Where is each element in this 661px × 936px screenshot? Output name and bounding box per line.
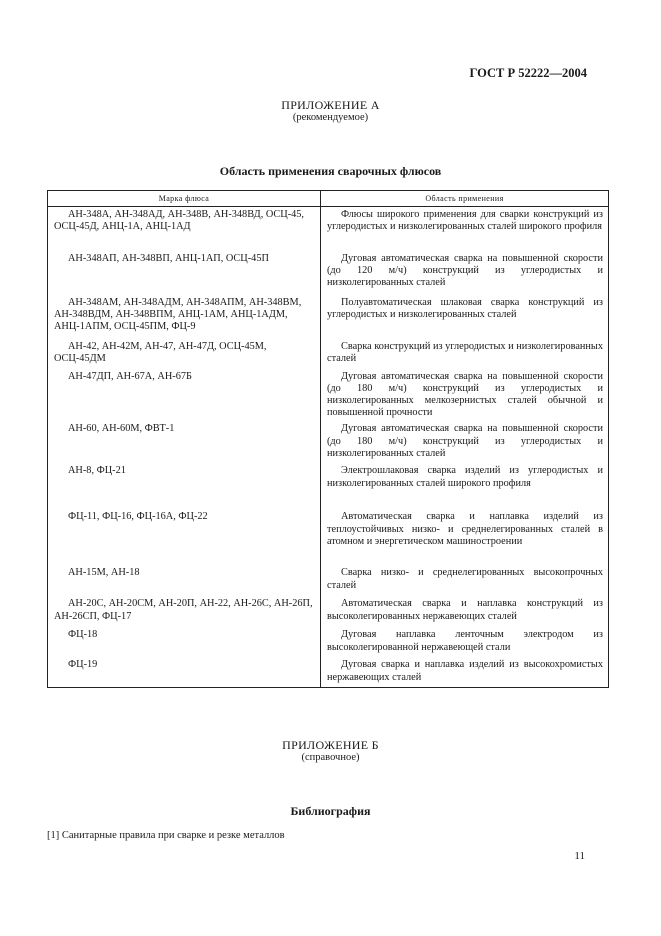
table-row [48, 596, 609, 627]
table-header-row [48, 191, 609, 207]
table-row [48, 207, 609, 251]
application-area-cell: Дуговая автоматическая сварка на повышенной скорости (до 180 м/ч) конструкций из углеродистых и низколегированных мелкозернистых сталей обычной и повышенной прочности [327, 370, 603, 419]
column-header-brand: Марка флюса [48, 191, 321, 207]
application-area-cell: Автоматическая сварка и наплавка конструкций из высоколегированных нержавеющих сталей [327, 598, 603, 622]
application-area-cell: Автоматическая сварка и наплавка изделий из теплоустойчивых низко- и среднелегированных сталей в атомном и энергетическом машиностроении [327, 511, 603, 547]
flux-brand-cell: АН-348АМ, АН-348АДМ, АН-348АПМ, АН-348ВМ, АН-348ВДМ, АН-348ВПМ, АНЦ-1АМ, АНЦ-1АДМ, АНЦ-1АПМ, ОСЦ-45ПМ, ФЦ-9 [48, 295, 321, 339]
table-row [48, 509, 609, 565]
appendix-b-subtitle: (справочное) [301, 752, 360, 763]
table-row [48, 421, 609, 463]
flux-brand-cell: АН-348АП, АН-348ВП, АНЦ-1АП, ОСЦ-45П [48, 251, 321, 295]
application-area-cell: Дуговая автоматическая сварка на повышенной скорости (до 180 м/ч) конструкций из углеродистых и низколегированных сталей [327, 423, 603, 459]
table-row [48, 463, 609, 509]
column-header-area: Область применения [321, 191, 609, 207]
appendix-b-title: ПРИЛОЖЕНИЕ Б [282, 738, 379, 752]
flux-brand-cell: АН-8, ФЦ-21 [48, 463, 321, 509]
flux-brand-cell: АН-15М, АН-18 [48, 565, 321, 596]
application-area-cell: Дуговая наплавка ленточным электродом из высоколегированной нержавеющей стали [327, 629, 603, 653]
table-row [48, 657, 609, 687]
table-title: Область применения сварочных флюсов [219, 164, 442, 178]
flux-brand-cell: ФЦ-19 [48, 657, 321, 687]
table-row [48, 627, 609, 657]
application-area-cell: Дуговая автоматическая сварка на повышенной скорости (до 120 м/ч) конструкций из углеродистых и низколегированных сталей [327, 252, 603, 288]
application-area-cell: Флюсы широкого применения для сварки конструкций из углеродистых и низколегированных сталей широкого профиля [327, 209, 603, 233]
table-row [48, 339, 609, 369]
appendix-a-title: ПРИЛОЖЕНИЕ А [281, 98, 380, 112]
flux-brand-cell: АН-348А, АН-348АД, АН-348В, АН-348ВД, ОСЦ-45, ОСЦ-45Д, АНЦ-1А, АНЦ-1АД [48, 207, 321, 251]
application-area-cell: Электрошлаковая сварка изделий из углеродистых и низколегированных сталей широкого профиля [327, 465, 603, 489]
bibliography-item: [1] Санитарные правила при сварке и резке металлов [47, 830, 285, 841]
bibliography-title: Библиография [290, 804, 371, 818]
application-area-cell: Сварка низко- и среднелегированных высокопрочных сталей [327, 567, 603, 591]
flux-brand-cell: АН-47ДП, АН-67А, АН-67Б [48, 369, 321, 422]
appendix-a-subtitle: (рекомендуемое) [292, 112, 369, 123]
flux-brand-cell: АН-60, АН-60М, ФВТ-1 [48, 421, 321, 463]
table-row [48, 295, 609, 339]
application-area-cell: Сварка конструкций из углеродистых и низколегированных сталей [327, 340, 603, 364]
application-area-cell: Дуговая сварка и наплавка изделий из высокохромистых нержавеющих сталей [327, 659, 603, 683]
flux-brand-cell: АН-20С, АН-20СМ, АН-20П, АН-22, АН-26С, АН-26П, АН-26СП, ФЦ-17 [48, 596, 321, 627]
flux-brand-cell: ФЦ-18 [48, 627, 321, 657]
flux-brand-cell: ФЦ-11, ФЦ-16, ФЦ-16А, ФЦ-22 [48, 509, 321, 565]
table-row [48, 251, 609, 295]
table-row [48, 565, 609, 596]
page-number: 11 [574, 850, 585, 862]
flux-brand-cell: АН-42, АН-42М, АН-47, АН-47Д, ОСЦ-45М, ОСЦ-45ДМ [48, 339, 321, 369]
table-row [48, 369, 609, 422]
flux-application-table [47, 190, 609, 688]
standard-designation: ГОСТ Р 52222—2004 [469, 66, 587, 80]
application-area-cell: Полуавтоматическая шлаковая сварка конструкций из углеродистых и низколегированных сталей [327, 296, 603, 320]
